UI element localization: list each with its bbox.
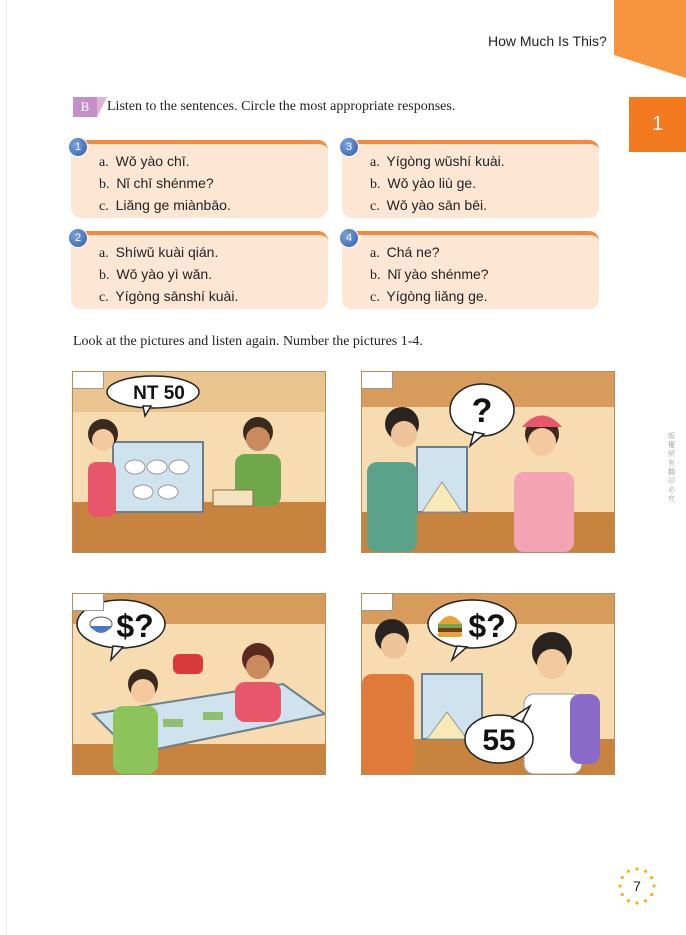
option-3b[interactable]: b. Wǒ yào liù ge. <box>370 175 477 192</box>
question-number-4: 4 <box>339 228 359 248</box>
picture-sandwich-shop <box>361 371 615 553</box>
svg-text:?: ? <box>471 392 493 430</box>
picture-bun-shop <box>72 371 326 553</box>
question-number-1: 1 <box>68 137 88 157</box>
question-number-2: 2 <box>68 228 88 248</box>
picture-burger-shop <box>361 593 615 775</box>
section-badge: B <box>73 97 97 117</box>
bun-shop-illustration <box>73 372 325 552</box>
chapter-title: How Much Is This? <box>488 33 607 49</box>
cafeteria-illustration <box>73 594 325 774</box>
instruction-number-pictures: Look at the pictures and listen again. Number the pictures 1-4. <box>73 334 423 349</box>
unit-tab: 1 <box>629 97 686 152</box>
option-1b[interactable]: b. Nǐ chī shénme? <box>99 175 214 192</box>
option-4a[interactable]: a. Chá ne? <box>370 244 440 261</box>
sandwich-shop-illustration <box>362 372 614 552</box>
svg-text:$?: $? <box>116 608 154 644</box>
corner-tab-decoration <box>614 0 686 78</box>
question-number-3: 3 <box>339 137 359 157</box>
question-box-1 <box>71 140 328 218</box>
svg-text:55: 55 <box>482 724 516 757</box>
svg-text:NT 50: NT 50 <box>133 383 185 404</box>
picture-number-box-2[interactable] <box>362 372 393 389</box>
instruction-listen: Listen to the sentences. Circle the most appropriate responses. <box>107 99 456 114</box>
question-box-4 <box>342 231 599 309</box>
page-edge-rule <box>6 0 7 935</box>
page-number: 7 <box>633 878 641 894</box>
option-2a[interactable]: a. Shíwǔ kuài qián. <box>99 244 219 261</box>
picture-number-box-1[interactable] <box>73 372 104 389</box>
copyright-side-note: 版權所有‧翻印必究 <box>668 433 682 503</box>
page-number-badge <box>617 866 657 906</box>
option-1a[interactable]: a. Wǒ yào chī. <box>99 153 190 170</box>
option-2c[interactable]: c. Yígòng sānshí kuài. <box>99 288 239 305</box>
picture-number-box-3[interactable] <box>73 594 104 611</box>
option-3c[interactable]: c. Wǒ yào sān bēi. <box>370 197 487 214</box>
picture-number-box-4[interactable] <box>362 594 393 611</box>
section-badge-tail <box>97 97 107 117</box>
picture-cafeteria <box>72 593 326 775</box>
burger-shop-illustration <box>362 594 614 774</box>
option-4c[interactable]: c. Yígòng liǎng ge. <box>370 288 488 305</box>
svg-text:$?: $? <box>468 608 506 644</box>
option-4b[interactable]: b. Nǐ yào shénme? <box>370 266 489 283</box>
option-3a[interactable]: a. Yígòng wǔshí kuài. <box>370 153 505 170</box>
question-box-2 <box>71 231 328 309</box>
option-1c[interactable]: c. Liǎng ge miànbāo. <box>99 197 231 214</box>
question-box-3 <box>342 140 599 218</box>
option-2b[interactable]: b. Wǒ yào yì wǎn. <box>99 266 213 283</box>
